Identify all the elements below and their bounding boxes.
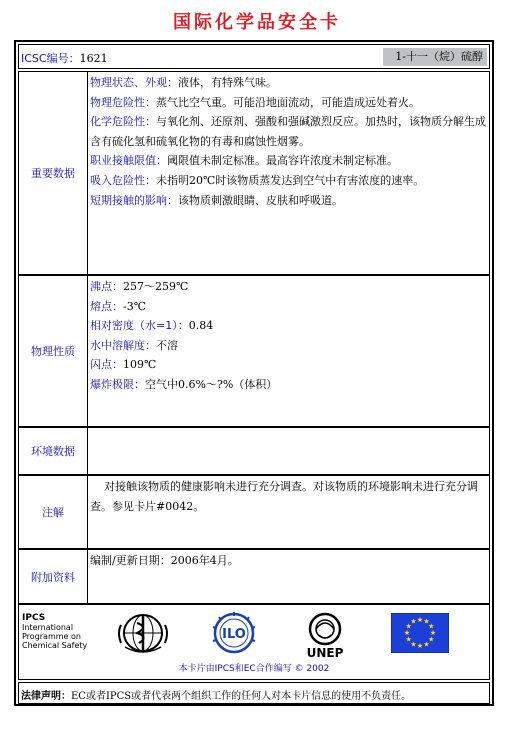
field-value: -3℃ <box>123 299 147 313</box>
legal-notice <box>21 687 411 702</box>
unep-logo-icon <box>297 611 353 659</box>
field-value: 不溶 <box>156 338 178 352</box>
ilo-logo-icon <box>207 611 261 655</box>
field-physical-hazard <box>90 93 487 113</box>
icsc-number <box>21 50 108 66</box>
logos-section <box>18 604 490 680</box>
environment-label: 环境数据 <box>19 428 88 474</box>
field-relative-density <box>90 316 487 336</box>
svg-text:★: ★ <box>416 616 424 624</box>
field-value: 空气中0.6%～?%（体积） <box>145 377 278 391</box>
copyright-footnote: 本卡片由IPCS和EC合作编写 © 2002 <box>178 664 330 674</box>
field-key: 相对密度（水=1）： <box>90 319 189 333</box>
field-key: 爆炸极限： <box>90 377 145 391</box>
svg-text:★: ★ <box>416 642 424 650</box>
svg-text:★: ★ <box>423 617 430 626</box>
field-value: 0.84 <box>188 319 214 333</box>
field-short-term-effects <box>90 191 487 211</box>
svg-text:★: ★ <box>410 640 417 649</box>
chemical-name: 1-十一（烷）硫醇 <box>383 48 487 66</box>
environment-content <box>88 428 489 474</box>
additional-info-label: 附加资料 <box>19 550 88 603</box>
field-melting-point <box>90 297 487 317</box>
svg-text:★: ★ <box>410 617 417 626</box>
field-value: 阈限值未制定标准。最高容许浓度未制定标准。 <box>167 154 398 168</box>
environment-section <box>18 427 490 475</box>
physical-properties-content <box>88 276 489 426</box>
who-logo-icon <box>117 611 169 655</box>
additional-info-content: 编制/更新日期：2006年4月。 <box>90 554 239 567</box>
field-explosive-limits <box>90 375 487 395</box>
ipcs-block <box>22 613 87 650</box>
field-physical-state <box>90 73 487 93</box>
field-exposure-limit <box>90 151 487 171</box>
field-value: 109℃ <box>123 358 157 372</box>
svg-text:★: ★ <box>429 629 437 637</box>
legal-text: EC或者IPCS或者代表两个组织工作的任何人对本卡片信息的使用不负责任。 <box>71 691 412 702</box>
svg-text:★: ★ <box>428 622 435 631</box>
important-data-label: 重要数据 <box>19 72 88 274</box>
eu-flag-icon <box>391 613 449 653</box>
svg-text:★: ★ <box>403 629 411 637</box>
svg-text:★: ★ <box>405 635 412 644</box>
field-key: 水中溶解度： <box>90 338 156 352</box>
field-chemical-hazard <box>90 112 487 151</box>
safety-card <box>14 40 494 706</box>
field-key: 化学危险性： <box>90 115 156 129</box>
important-data-content <box>88 72 489 274</box>
field-boiling-point <box>90 277 487 297</box>
field-value: 257～259℃ <box>123 280 189 293</box>
icsc-value: 1621 <box>79 52 108 65</box>
notes-label: 注解 <box>19 476 88 548</box>
icsc-label: ICSC编号： <box>21 52 80 65</box>
field-key: 沸点： <box>90 280 123 293</box>
field-key: 熔点： <box>90 299 123 313</box>
unep-text: UNEP <box>306 646 344 659</box>
field-inhalation-hazard <box>90 171 487 191</box>
field-key: 吸入危险性： <box>90 173 156 187</box>
ipcs-line3: Chemical Safety <box>22 641 88 650</box>
svg-text:★: ★ <box>423 640 430 649</box>
field-key: 职业接触限值： <box>90 154 167 168</box>
ipcs-line1: International <box>22 623 74 632</box>
legal-notice-section <box>18 682 490 704</box>
notes-section <box>18 475 490 549</box>
field-key: 物理危险性： <box>90 95 156 109</box>
field-key: 闪点： <box>90 358 123 372</box>
physical-properties-label: 物理性质 <box>19 276 88 426</box>
field-value: 液体，有特殊气味。 <box>178 76 277 89</box>
additional-info-section <box>18 549 490 604</box>
notes-content: 对接触该物质的健康影响未进行充分调查。对该物质的环境影响未进行充分调查。参见卡片#0042。 <box>90 480 478 513</box>
card-title: 国际化学品安全卡 <box>173 12 341 33</box>
legal-label: 法律声明： <box>21 691 71 702</box>
field-key: 短期接触的影响： <box>90 193 178 207</box>
field-water-solubility <box>90 336 487 356</box>
field-value: 未指明20℃时该物质蒸发达到空气中有害浓度的速率。 <box>156 173 425 187</box>
field-value: 蒸气比空气重。可能沿地面流动，可能造成远处着火。 <box>156 95 420 109</box>
field-value: 该物质刺激眼睛、皮肤和呼吸道。 <box>178 193 343 207</box>
card-header <box>18 44 490 69</box>
svg-text:★: ★ <box>405 622 412 631</box>
ipcs-title: IPCS <box>22 613 46 623</box>
field-key: 物理状态、外观： <box>90 76 178 89</box>
svg-text:★: ★ <box>428 635 435 644</box>
ipcs-line2: Programme on <box>22 632 81 641</box>
field-flash-point <box>90 355 487 375</box>
important-data-section <box>18 71 490 275</box>
field-value: 与氧化剂、还原剂、强酸和强碱激烈反应。加热时，该物质分解生成含有硫化氢和硫氧化物的有毒和腐蚀性烟雾。 <box>90 115 486 148</box>
ilo-text: ILO <box>222 627 246 642</box>
physical-properties-section <box>18 275 490 427</box>
